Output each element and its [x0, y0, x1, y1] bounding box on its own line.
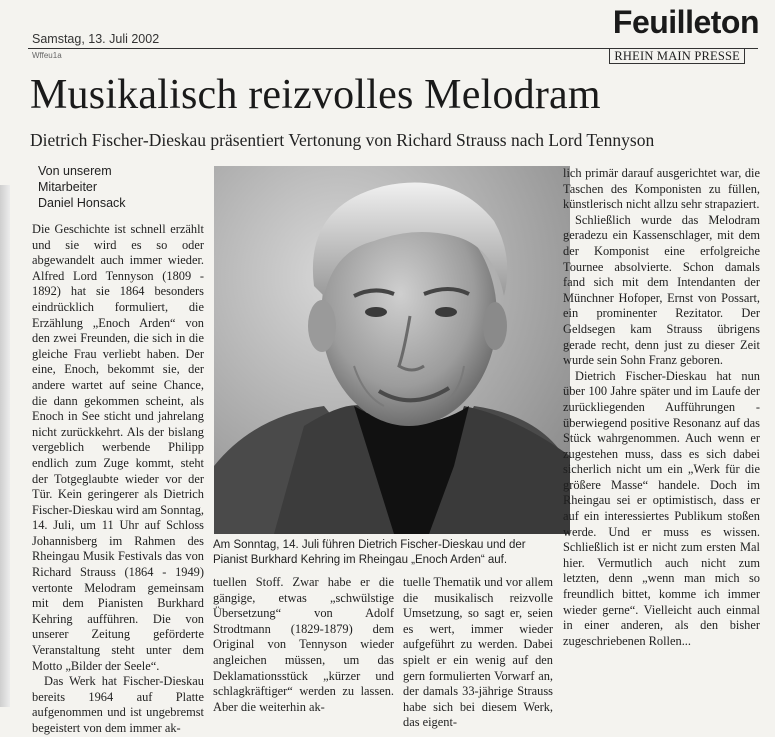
photo-caption: Am Sonntag, 14. Juli führen Dietrich Fischer-Dieskau und der Pianist Burkhard Kehring im Rheingau „Enoch Arden“ auf. — [213, 539, 526, 566]
issue-date: Samstag, 13. Juli 2002 — [32, 32, 160, 46]
paragraph: Das Werk hat Fischer-Dieskau bereits 1964 auf Platte aufgenommen und ist ungebremst begeistert von dem immer ak- — [32, 674, 204, 735]
byline — [38, 163, 198, 211]
article-column-1 — [32, 222, 204, 737]
article-column-3 — [403, 575, 553, 731]
headline: Musikalisch reizvolles Melodram — [30, 72, 601, 118]
subheadline: Dietrich Fischer-Dieskau präsentiert Vertonung von Richard Strauss nach Lord Tennyson — [30, 130, 655, 150]
byline-author: Daniel Honsack — [38, 196, 126, 210]
paragraph: Schließlich wurde das Melodram geradezu ein Kassenschlager, mit dem der Komponist eine erfolgreiche Tournee absolvierte. Schon damals fand sich mit dem Intendanten der Münchner Hofoper, Ernst von Possart, ein prominenter Rezitator. Der Geldsegen kam Strauss übrigens gerade recht, denn just zu dieser Zeit wurde sein Sohn Franz geboren. — [563, 212, 760, 368]
portrait-photo-image — [214, 166, 570, 534]
article-column-2 — [213, 575, 394, 715]
portrait-photo — [214, 166, 570, 534]
section-title: Feuilleton — [612, 4, 759, 40]
article-column-4 — [563, 166, 760, 649]
newspaper-name: RHEIN MAIN PRESSE — [609, 48, 745, 64]
paragraph: Die Geschichte ist schnell erzählt und sie wird es so oder abgewandelt auch immer wieder. Alfred Lord Tennyson (1809 - 1892) hat sie 1864 besonders eindrücklich formuliert, die Erzählung „Enoch Arden“ von den zwei Freunden, die sich in die gleiche Frau verliebt haben. Der eine, Enoch, bekommt sie, der andere wartet auf seine Chance, die dann gekommen scheint, als Enoch in See sticht und jahrelang nicht zurückkehrt. Als der bislang vergeblich werbende Philipp endlich zum Zuge kommt, steht der Totgeglaubte wieder vor der Tür. Kein geringerer als Dietrich Fischer-Dieskau wird am Sonntag, 14. Juli, um 11 Uhr auf Schloss Johannisberg im Rahmen des Rheingau Musik Festivals das von Richard Strauss (1864 - 1949) vertonte Melodram gemeinsam mit dem Pianisten Burkhard Kehring aufführen. Die von unserer Zeitung geförderte Veranstaltung steht unter dem Motto „Bilder der Seele“. — [32, 222, 204, 673]
paragraph: tuelle Thematik und vor allem die musikalisch reizvolle Umsetzung, so sagt er, seien es wert, immer wieder aufgeführt zu werden. Dabei spielt er ein wenig auf den gern formulierten Vorwarf an, der damals 33-jährige Strauss habe sich bei diesem Werk, das eigent- — [403, 575, 553, 730]
byline-line: Mitarbeiter — [38, 180, 98, 194]
paragraph: lich primär darauf ausgerichtet war, die Taschen des Komponisten zu füllen, künstlerisch nicht allzu sehr strapaziert. — [563, 166, 760, 212]
paragraph: tuellen Stoff. Zwar habe er die gängige, etwas „schwülstige Übersetzung“ von Adolf Strodtmann (1829-1879) dem Original von Tennyson wieder angleichen müssen, um das Deklamationsstück „kürzer und schlagkräftiger“ werden zu lassen. Aber die weiterhin ak- — [213, 575, 394, 714]
byline-line: Von unserem — [38, 164, 112, 178]
page-code: Wffeu1a — [32, 51, 62, 60]
paragraph: Dietrich Fischer-Dieskau hat nun über 100 Jahre später und im Laufe der zurückliegenden Aufführungen - überwiegend positive Resonanz auf das Stück wahrgenommen. Auch wenn er zugestehen muss, dass es sich dabei sicherlich nicht um ein „Werk für die größere Masse“ handele. Doch im Rheingau sei er optimistisch, dass er auf ein interessiertes Publikum stoßen werde. Und er muss es wissen. Schließlich ist er nicht zum ersten Mal hier. Vermutlich auch nicht zum letzten, denn „wenn man mich so freundlich bittet, komme ich immer wieder gerne“. Vielleicht auch einmal in einer anderen, als den bisher zugeschriebenen Rollen... — [563, 368, 760, 648]
adjacent-page-edge — [0, 185, 10, 707]
